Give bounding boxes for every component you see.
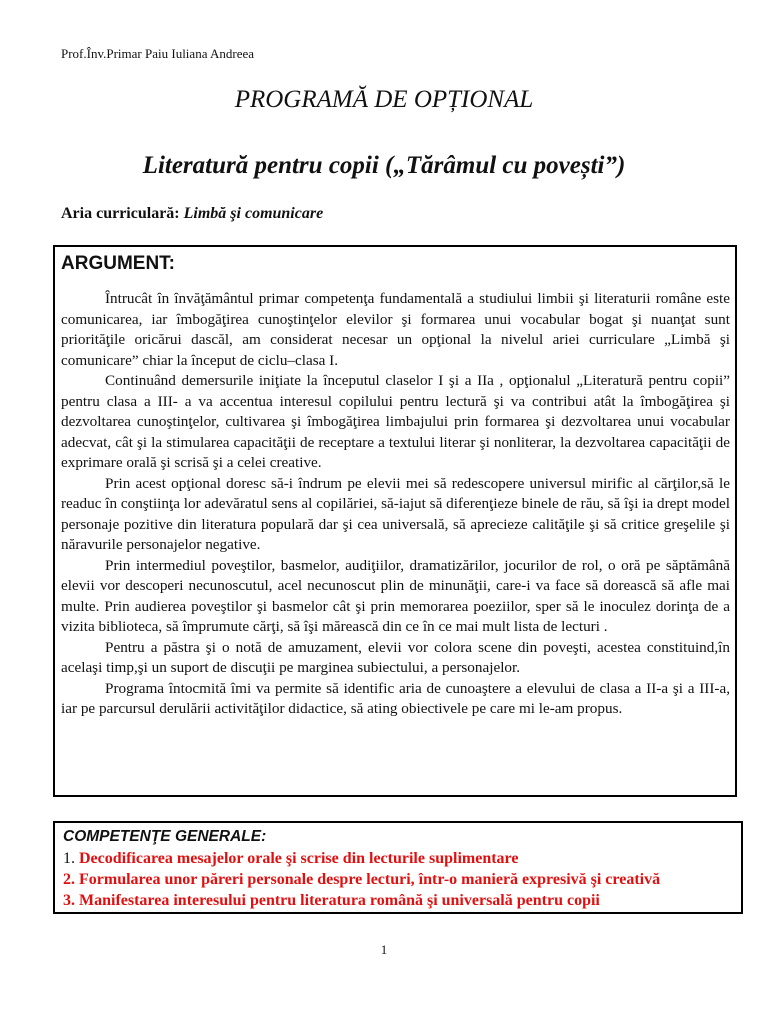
- competence-number: 3.: [63, 892, 75, 909]
- page-number: 1: [380, 942, 388, 957]
- competence-item: [63, 848, 733, 869]
- page-title: PROGRAMĂ DE OPȚIONAL: [234, 86, 534, 113]
- author-line: Prof.Înv.Primar Paiu Iuliana Andreea: [61, 46, 255, 61]
- argument-paragraph: Întrucât în învăţământul primar competenţa fundamentală a studiului limbii şi literaturii române este comunicarea, iar îmbogăţirea cunoştinţelor elevilor şi formarea unui vocabular bogat şi nuanţat sunt priorităţile oricărui dascăl, am considerat necesar un opţional la nivelul ariei curriculare „Limbă şi comunicare” chiar la început de ciclu–clasa I.: [61, 290, 730, 369]
- competence-text: Decodificarea mesajelor orale şi scrise din lecturile suplimentare: [79, 850, 519, 867]
- competence-number: 1.: [63, 850, 75, 867]
- curricular-area-value: Limbă şi comunicare: [183, 205, 324, 222]
- curricular-area-label: Aria curriculară:: [61, 205, 180, 222]
- competence-item: [63, 869, 733, 890]
- curricular-area: [61, 205, 323, 223]
- argument-paragraph: Continuând demersurile iniţiate la începutul claselor I şi a IIa , opţionalul „Literatură pentru copii” pentru clasa a III- a va accentua interesul copilului pentru lectură şi va contribui atât la îmbogăţirea şi dezvoltarea cunoştinţelor, cultivarea şi îmbogăţirea limbajului prin formarea şi dezvoltarea unui vocabular adecvat, cât şi la stimularea capacităţii de receptare a textului literar şi nonliterar, la dezvoltarea capacităţii de exprimare orală şi scrisă şi a celei creative.: [61, 372, 730, 471]
- competence-text: Formularea unor păreri personale despre lecturi, într-o manieră expresivă şi creativă: [79, 871, 661, 888]
- competence-item: [63, 890, 733, 911]
- argument-paragraph: Prin intermediul poveştilor, basmelor, audiţiilor, dramatizărilor, jocurilor de rol, o oră pe săptămână elevii vor descoperi necunoscutul, acel necunoscut plin de minunăţii, care-i va face să dorească să afle mai multe. Prin audierea poveştilor şi basmelor cât şi prin memorarea poeziilor, sper să le inoculez dorinţa de a vizita biblioteca, să împrumute cărţi, să îşi mărească din ce în ce mai mult lista de lecturi .: [61, 556, 730, 635]
- argument-heading: ARGUMENT:: [61, 253, 175, 274]
- argument-box: [53, 245, 737, 797]
- argument-paragraph: Prin acest opţional doresc să-i îndrum pe elevii mei să redescopere universul mirific al cărţilor,să le readuc în conştiinţa lor adevăratul sens al copilăriei, să-iajut să diferenţieze binele de rău, să îşi ia drept model personaje pozitive din literatura populară dar şi cea universală, să aprecieze calităţile şi să critice greşelile şi năravurile personajelor negative.: [61, 474, 730, 553]
- argument-paragraph: Pentru a păstra şi o notă de amuzament, elevii vor colora scene din poveşti, acestea constituind,în acelaşi timp,şi un suport de discuţii pe marginea subiectului, a personajelor.: [61, 638, 730, 676]
- argument-paragraph: Programa întocmită îmi va permite să identific aria de cunoaştere a elevului de clasa a II-a şi a III-a, iar pe parcursul derulării activităţilor didactice, să ating obiectivele pe care mi le-am propus.: [61, 679, 730, 717]
- competence-number: 2.: [63, 871, 75, 888]
- page-subtitle: Literatură pentru copii („Tărâmul cu povești”): [142, 152, 626, 179]
- competences-box: [53, 821, 743, 914]
- competence-text: Manifestarea interesului pentru literatura română şi universală pentru copii: [79, 892, 600, 909]
- competences-heading: COMPETENŢE GENERALE:: [63, 828, 267, 845]
